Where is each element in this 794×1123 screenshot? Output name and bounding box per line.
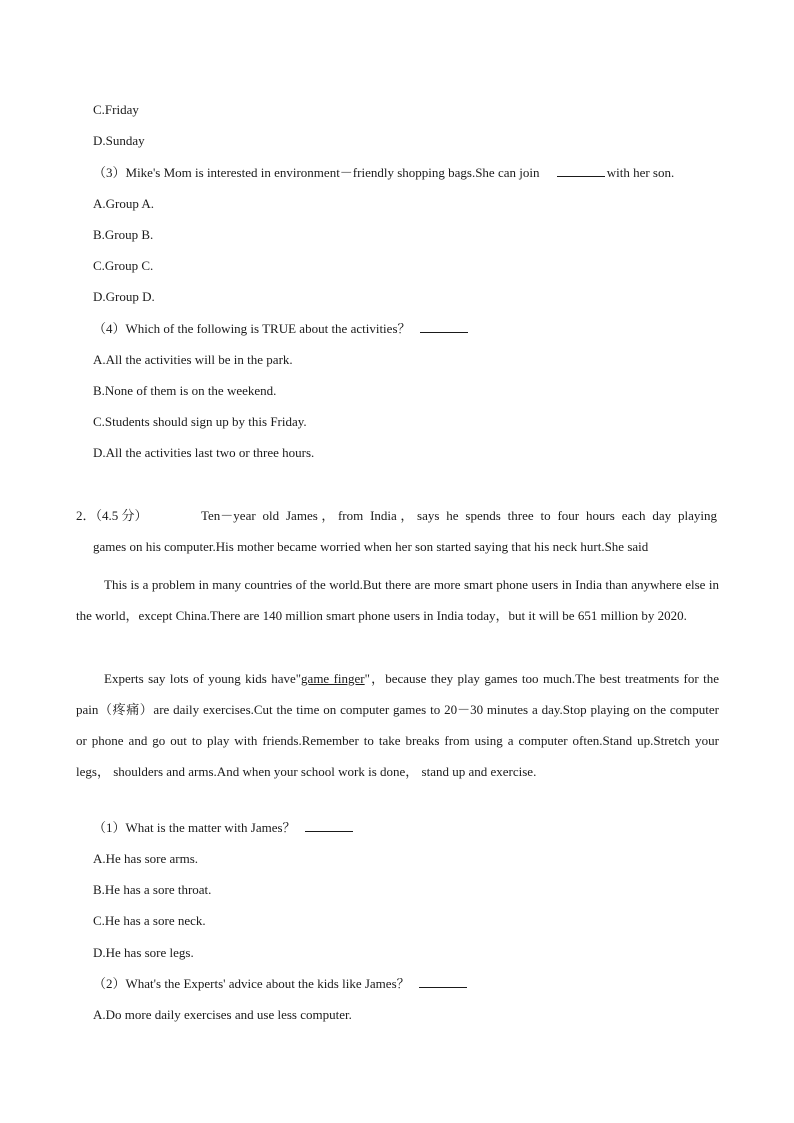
question-text-end: with her son. — [606, 165, 675, 180]
option-c: C.He has a sore neck. — [93, 913, 206, 928]
passage-paragraph-2: This is a problem in many countries of the world.But there are more smart phone users in India than anywhere else in the world，except China.There are 140 million smart phone users in India today，but it will be 651 million by 2020. — [76, 577, 719, 623]
option-d: D.Group D. — [93, 289, 155, 304]
question-2-number: 2．（4.5 分） — [76, 508, 148, 523]
option-b: B.He has a sore throat. — [93, 882, 212, 897]
option-c: C.Students should sign up by this Friday. — [93, 414, 307, 429]
question-text: Which of the following is TRUE about the activities？ — [125, 321, 411, 336]
question-2-2-stem — [93, 975, 469, 993]
option-c: C.Friday — [93, 102, 139, 117]
option-d: D.Sunday — [93, 133, 145, 148]
passage-line-2: games on his computer.His mother became worried when her son started saying that his neck hurt.She said — [93, 539, 649, 554]
answer-blank — [420, 320, 468, 333]
underlined-term: game finger — [301, 671, 365, 686]
option-d: D.All the activities last two or three hours. — [93, 445, 315, 460]
option-d: D.He has sore legs. — [93, 945, 194, 960]
answer-blank — [419, 975, 467, 988]
option-a: A.He has sore arms. — [93, 851, 199, 866]
question-number: （2） — [93, 976, 126, 991]
option-a: A.Group A. — [93, 196, 155, 211]
option-b: B.None of them is on the weekend. — [93, 383, 277, 398]
option-a: A.All the activities will be in the park. — [93, 352, 293, 367]
passage-line-1: Ten－year old James，from India，says he spends three to four hours each day playing — [201, 508, 717, 523]
paragraph-text: "，because they play games too much.The best treatments for the pain（疼痛）are daily exercises.Cut the time on computer games to 20－30 minutes a day.Stop playing on the computer or phone and go out to play with friends.Remember to take breaks from using a computer often.Stand up.Stretch your legs， shoulders and arms.And when your school work is done， stand up and exercise. — [76, 671, 719, 779]
question-text: What's the Experts' advice about the kids like James？ — [125, 976, 410, 991]
answer-blank — [557, 164, 605, 177]
question-number: （3） — [93, 165, 126, 180]
question-text: What is the matter with James？ — [125, 820, 296, 835]
question-number: （4） — [93, 321, 126, 336]
passage-paragraph-3 — [76, 663, 719, 787]
question-2-1-stem — [93, 819, 355, 837]
option-a: A.Do more daily exercises and use less computer. — [93, 1007, 352, 1022]
option-c: C.Group C. — [93, 258, 154, 273]
question-3-stem — [93, 164, 674, 182]
answer-blank — [305, 819, 353, 832]
paragraph-text: Experts say lots of young kids have" — [104, 671, 302, 686]
question-4-stem — [93, 320, 470, 338]
question-number: （1） — [93, 820, 126, 835]
question-text: Mike's Mom is interested in environment－friendly shopping bags.She can join — [125, 165, 540, 180]
option-b: B.Group B. — [93, 227, 154, 242]
